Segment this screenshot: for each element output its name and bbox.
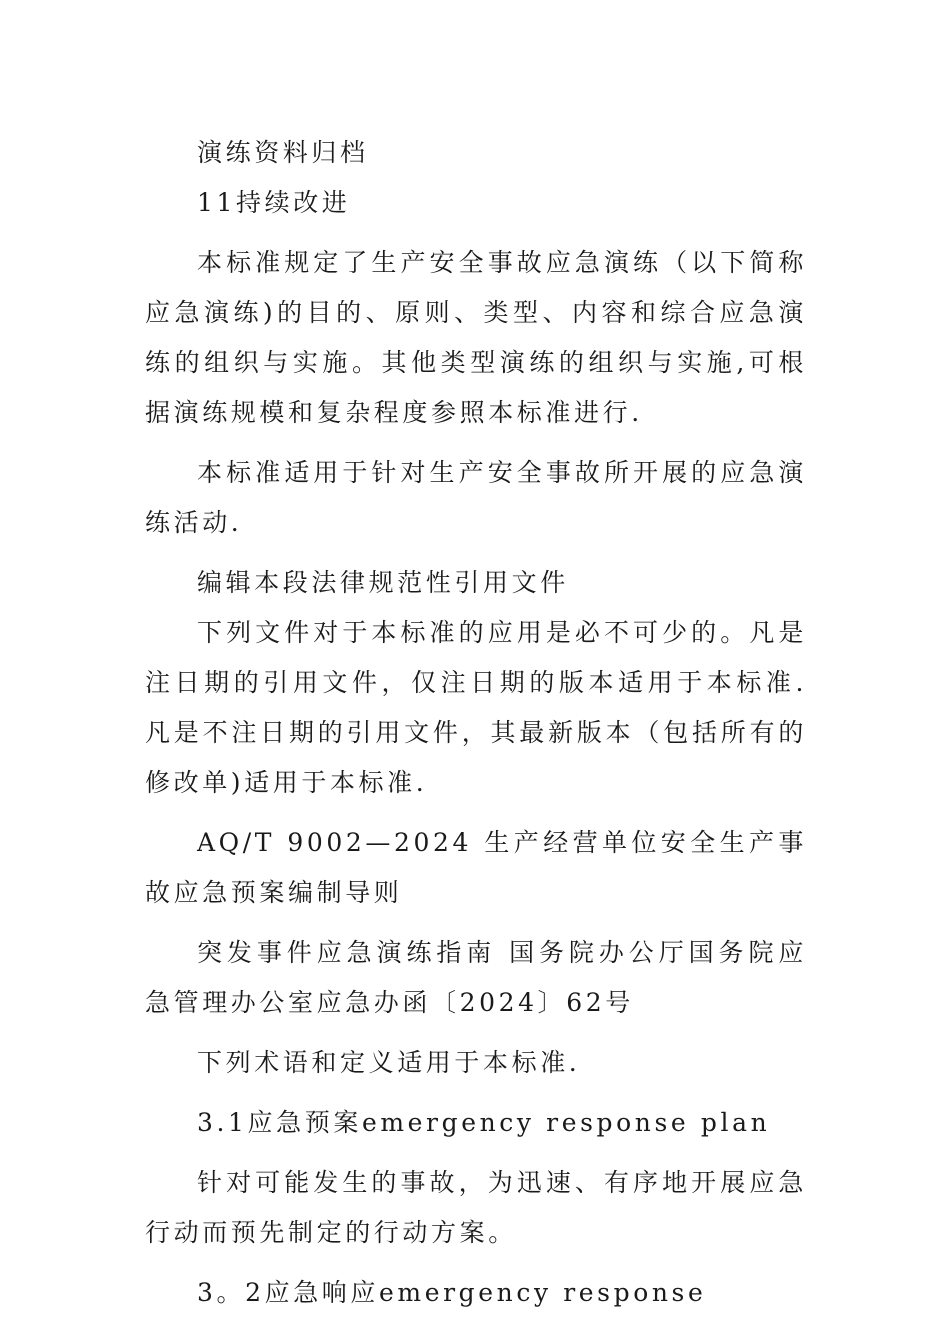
paragraph-scope-applicability: 本标准适用于针对生产安全事故所开展的应急演练活动. [145, 458, 807, 537]
paragraph-term-emergency-response: 3。2应急响应emergency response [197, 1278, 707, 1307]
paragraph-normative-references-heading: 编辑本段法律规范性引用文件 [197, 568, 569, 597]
paragraph-term-emergency-plan: 3.1应急预案emergency response plan [197, 1108, 771, 1137]
paragraph-scope-definition: 本标准规定了生产安全事故应急演练（以下简称应急演练)的目的、原则、类型、内容和综合应急演练的组织与实施。其他类型演练的组织与实施,可根据演练规模和复杂程度参照本标准进行. [145, 248, 807, 427]
paragraph-drill-archiving: 演练资料归档 [197, 138, 369, 167]
paragraph-reference-drill-guide: 突发事件应急演练指南 国务院办公厅国务院应急管理办公室应急办函〔2024〕62号 [145, 938, 807, 1017]
paragraph-term-emergency-plan-definition: 针对可能发生的事故，为迅速、有序地开展应急行动而预先制定的行动方案。 [145, 1168, 807, 1247]
paragraph-normative-references-body: 下列文件对于本标准的应用是必不可少的。凡是注日期的引用文件，仅注日期的版本适用于本标准.凡是不注日期的引用文件，其最新版本（包括所有的修改单)适用于本标准. [145, 618, 807, 797]
paragraph-terms-intro: 下列术语和定义适用于本标准. [197, 1048, 581, 1077]
paragraph-reference-aq-t-9002: AQ/T 9002—2024 生产经营单位安全生产事故应急预案编制导则 [145, 828, 807, 907]
paragraph-continuous-improvement: 11持续改进 [197, 188, 351, 217]
document-page [145, 128, 807, 1344]
